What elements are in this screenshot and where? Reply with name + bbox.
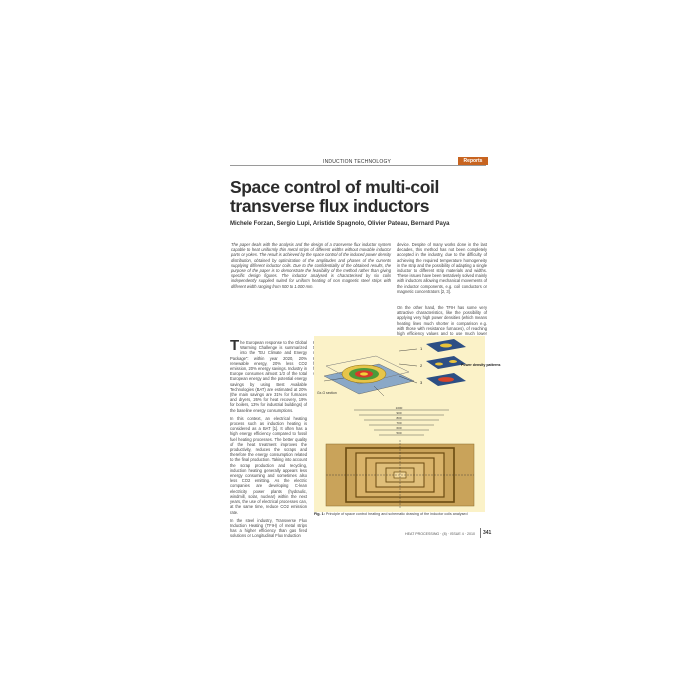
reports-badge: Reports bbox=[458, 157, 488, 165]
power-density-patterns bbox=[399, 339, 501, 386]
dimension-label: 1000 bbox=[395, 406, 403, 410]
figure-1 bbox=[314, 336, 501, 512]
pattern-label-3: 3 bbox=[420, 380, 423, 385]
body-paragraph: In the steel industry, Transverse Flux Induction Heating (TFIH) of metal strips has a higher efficiency than gas fired solutions or Longitudinal Flux Induction bbox=[230, 517, 307, 539]
figure-caption-label: Fig. 1: bbox=[314, 512, 325, 516]
body-paragraph: he European response to the Global Warming Challenge is summarized into the "EU Climate and Energy Package": within year 2020, 20% renewable energy, 20% less CO2 emission, 20% energy savings. Industry in Europe consumes almost 1/3 of the total European energy and the potential energy savings by using Best Available Technologies (BAT) are estimated at 20% (the main savings are 31% for furnaces and dryers, 26% for heat recovery, 19% for boilers, 13% for industrial buildings) of the baseline energy consumptions. bbox=[230, 340, 307, 413]
power-density-label: Power density patterns bbox=[461, 363, 501, 367]
dimension-label: 700 bbox=[396, 421, 402, 425]
dimension-label: 800 bbox=[396, 416, 402, 420]
section-label: INDUCTION TECHNOLOGY bbox=[323, 159, 392, 165]
abstract: The paper deals with the analysis and the design of a transverse flux inductor system capable to heat uniformly thin metal strips of different widths without movable inductor parts or yokes. The result is achieved by the space control of the induced power density distribution, obtained by optimization of the amplitudes and phases of the currents supplying different inductor coils. Due to the confidentiality of the obtained results, the purpose of the paper is to demonstrate the feasibility of the method rather than giving specific design figures. The inductor analysed is characterised by six coils independently supplied suited for uniform heating of non magnetic steel strips with different width ranging from 500 to 1.000 mm. bbox=[231, 242, 391, 289]
body-paragraph: In this context, an electrical heating process such as induction heating is considered as a BAT [1]. It often has a high energy efficiency compared to fossil fuel heating processes. The better quality of the heat treatment improves the productivity, reduces the scraps and therefore the energy consumption related to the final production. Taking into account the scrap production and recycling, induction heating generally appears less energy consuming and sometimes also less CO2 emitting. As the electric companies are developing C-lean electricity power plants (hydraulic, windmill, solar, nuclear) within the next years, the use of electrical processes can, at the same time, reduce CO2 emission rate. bbox=[230, 415, 307, 515]
figure-section-label: Gx-G section bbox=[317, 391, 337, 395]
dimension-label: 500 bbox=[396, 431, 402, 435]
article-title: Space control of multi-coil transverse flux inductors bbox=[230, 177, 439, 216]
abstract-continuation: device. Despite of many works done in the last decades, this method has not been completely accepted in the industry, due to the difficulty of achieving the required temperature homogeneity in the strip and the possibility of adapting a single inductor to different strip materials and widths. These issues have been tentatively solved mainly with inductors allowing mechanical movements of the inductor components, e.g. coil conductors or magnetic concentrators [2, 3]. bbox=[397, 242, 487, 294]
figure-caption-text: Principle of space control heating and schematic drawing of the inductor coils analysed bbox=[325, 512, 468, 516]
pattern-label-1: 1 bbox=[420, 346, 423, 351]
figure-caption bbox=[314, 512, 485, 517]
footer-divider bbox=[480, 528, 481, 538]
dimension-label: 900 bbox=[396, 411, 402, 415]
figure-1-drawing bbox=[314, 336, 501, 512]
body-paragraph: On the other hand, the TFIH has some very attractive characteristics, like the possibility of applying very high power densities (which means heating lines much shorter in comparison e.g. with those with resistance furnaces), of reaching high efficiency values and to use much lower bbox=[397, 305, 487, 337]
article-authors: Michele Forzan, Sergio Lupi, Aristide Spagnolo, Olivier Pateau, Bernard Paya bbox=[230, 221, 450, 227]
inductor-schematic bbox=[326, 406, 474, 508]
inductor-3d-view bbox=[324, 356, 414, 396]
pattern-label-2: 2 bbox=[420, 363, 423, 368]
page-number: 341 bbox=[483, 530, 492, 536]
header-rule bbox=[230, 165, 486, 166]
body-column-1 bbox=[230, 337, 307, 542]
dimension-label: 600 bbox=[396, 426, 402, 430]
drop-cap: T bbox=[230, 337, 240, 354]
journal-footer: HEAT PROCESSING · (8) · ISSUE 4 · 2010 bbox=[405, 532, 475, 536]
